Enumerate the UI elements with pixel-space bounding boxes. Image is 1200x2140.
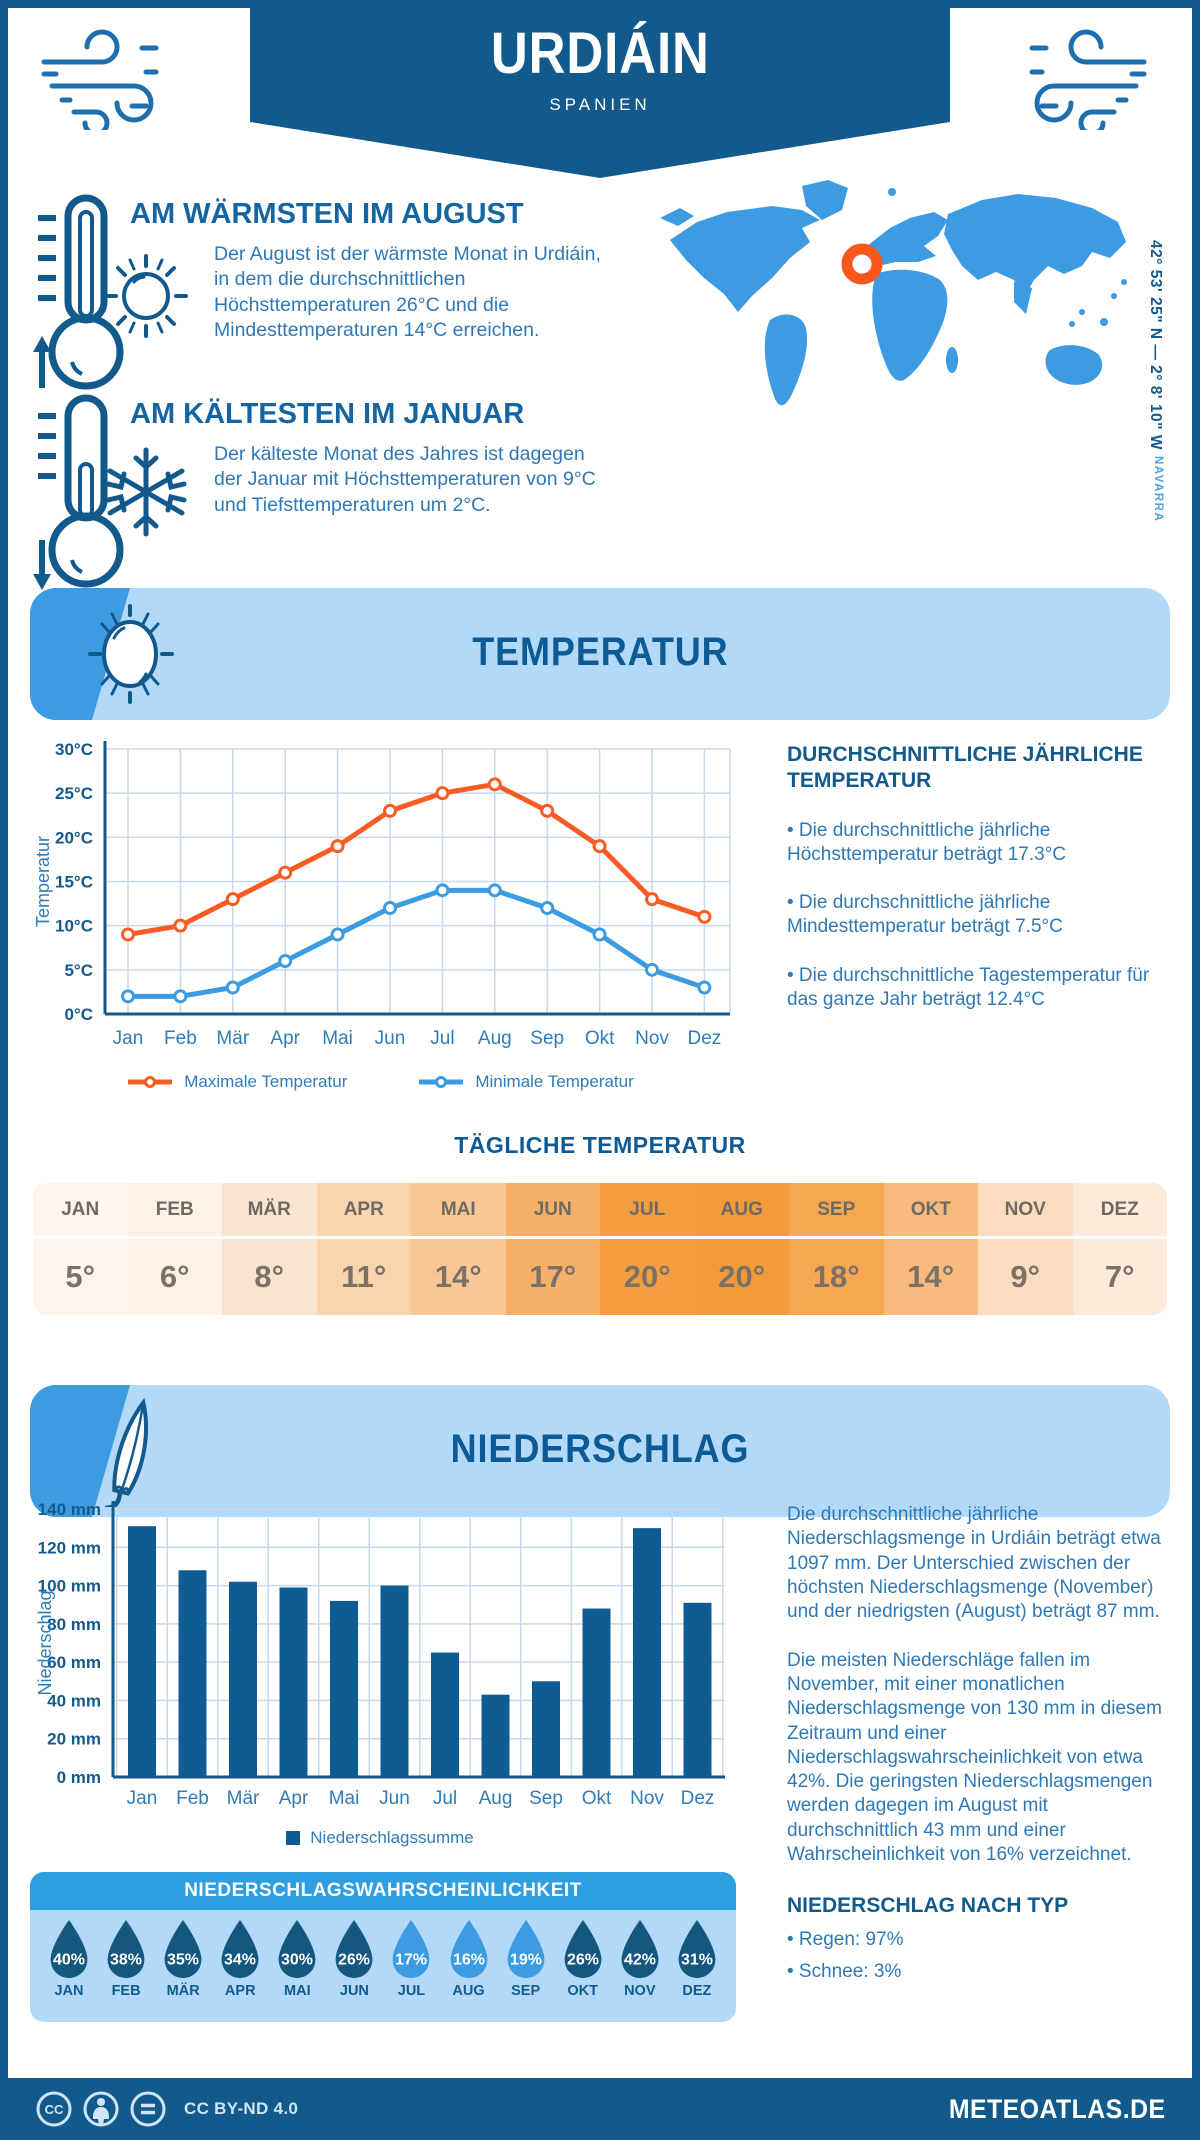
bar-Aug — [482, 1695, 510, 1777]
wind-icon — [1018, 22, 1150, 130]
daily-temperature-table — [33, 1183, 1167, 1315]
temperature-value: 11° — [341, 1259, 387, 1294]
coordinates-text: 42° 53' 25" N — 2° 8' 10" W — [1147, 240, 1164, 450]
page-title: URDIÁIN — [490, 21, 710, 86]
svg-text:Sep: Sep — [529, 1788, 563, 1809]
droplet-SEP — [501, 1918, 551, 1999]
daily-temp-column-NOV — [978, 1183, 1073, 1315]
bar-Jan — [128, 1526, 156, 1777]
svg-text:140 mm: 140 mm — [37, 1500, 101, 1519]
month-label: JAN — [33, 1183, 128, 1239]
svg-text:40%: 40% — [53, 1951, 85, 1969]
droplet-icon — [273, 1918, 321, 1980]
svg-text:Sep: Sep — [530, 1028, 565, 1049]
daily-temp-column-SEP — [789, 1183, 884, 1315]
droplet-icon — [330, 1918, 378, 1980]
warm-title: AM WÄRMSTEN IM AUGUST — [130, 198, 524, 230]
y-axis-title: Niederschlag — [35, 1590, 55, 1696]
month-label: MÄR — [222, 1183, 317, 1239]
svg-text:19%: 19% — [509, 1951, 542, 1969]
precipitation-paragraph: Die meisten Niederschläge fallen im November, mit einer monatlichen Niederschlagsmenge von 130 mm in diesem Zeitraum und einer Niederschlagswahrscheinlichkeit von etwa 42%. Die geringsten Niederschlagsmengen werden dagegen im August mit durchschnittlich 43 mm und einer Wahrscheinlichkeit von 16% verzeichnet. — [787, 1649, 1162, 1866]
droplet-MAI — [272, 1918, 322, 1999]
wind-icon — [38, 22, 170, 130]
license-label: CC BY-ND 4.0 — [184, 2099, 299, 2118]
temperature-stat-item: • Die durchschnittliche Tagestemperatur für das ganze Jahr beträgt 12.4°C — [787, 964, 1150, 1011]
bar-Nov — [633, 1528, 661, 1777]
svg-text:120 mm: 120 mm — [37, 1538, 101, 1558]
droplet-month: JUL — [397, 1983, 426, 1999]
temperature-value: 14° — [434, 1259, 482, 1294]
temperature-value: 20° — [718, 1259, 766, 1294]
month-label: JUL — [600, 1183, 695, 1239]
temperature-stats — [787, 742, 1162, 1012]
svg-text:Nov: Nov — [635, 1028, 669, 1049]
temperature-value: 7° — [1104, 1259, 1135, 1294]
droplet-NOV — [615, 1918, 665, 1999]
svg-text:16%: 16% — [452, 1951, 485, 1969]
svg-text:80 mm: 80 mm — [47, 1614, 101, 1634]
temperature-value: 6° — [159, 1259, 190, 1294]
svg-text:Okt: Okt — [581, 1788, 612, 1809]
svg-text:60 mm: 60 mm — [47, 1653, 101, 1673]
bar-Sep — [532, 1681, 560, 1777]
month-label: OKT — [884, 1183, 979, 1239]
map-marker — [847, 249, 877, 279]
svg-text:26%: 26% — [566, 1951, 599, 1969]
svg-text:20°C: 20°C — [55, 828, 93, 848]
sun-banner-icon — [78, 600, 184, 708]
droplet-icon — [387, 1918, 435, 1980]
droplet-OKT — [558, 1918, 608, 1999]
series-Minimale Temperatur — [123, 885, 710, 1002]
svg-text:10°C: 10°C — [55, 916, 93, 936]
svg-text:30%: 30% — [281, 1951, 314, 1969]
svg-text:0°C: 0°C — [64, 1005, 93, 1024]
svg-text:Jan: Jan — [126, 1788, 158, 1809]
precipitation-type-item: • Regen: 97% — [787, 1928, 904, 1950]
cold-text: Der kälteste Monat des Jahres ist dagegen der Januar mit Höchsttemperaturen von 9°C und Tiefsttemperaturen um 2°C. — [214, 443, 596, 516]
bar-Jun — [381, 1586, 409, 1777]
droplet-icon — [445, 1918, 493, 1980]
probability-droplets — [30, 1910, 736, 1999]
daily-temperature-title: TÄGLICHE TEMPERATUR — [454, 1132, 746, 1158]
site-name: METEOATLAS.DE — [948, 2093, 1165, 2124]
svg-text:5°C: 5°C — [64, 960, 93, 980]
footer — [0, 2078, 1200, 2140]
droplet-icon — [216, 1918, 264, 1980]
daily-temp-column-OKT — [884, 1183, 979, 1315]
svg-text:40 mm: 40 mm — [47, 1691, 101, 1711]
month-label: APR — [317, 1183, 412, 1239]
svg-text:15°C: 15°C — [55, 872, 93, 892]
frame-left — [0, 0, 8, 2140]
month-label: DEZ — [1073, 1183, 1168, 1239]
cc-icon — [35, 2090, 73, 2128]
svg-text:30°C: 30°C — [55, 740, 93, 759]
sun-icon — [100, 250, 192, 342]
svg-text:38%: 38% — [110, 1951, 143, 1969]
temperature-stat-item: • Die durchschnittliche jährliche Höchsttemperatur beträgt 17.3°C — [787, 819, 1067, 865]
bar-Jul — [431, 1653, 459, 1777]
region-text: NAVARRA — [1152, 455, 1164, 523]
droplet-month: AUG — [452, 1983, 485, 1999]
precipitation-chart-legend — [30, 1828, 730, 1848]
month-label: JUN — [506, 1183, 601, 1239]
svg-text:Nov: Nov — [630, 1788, 664, 1809]
droplet-month: JAN — [54, 1983, 84, 1999]
svg-text:Jul: Jul — [430, 1028, 455, 1049]
temperature-stat-item: • Die durchschnittliche jährliche Mindesttemperatur beträgt 7.5°C — [787, 892, 1063, 938]
header-banner — [250, 0, 950, 178]
svg-text:Mär: Mär — [216, 1028, 250, 1049]
temperature-value: 18° — [812, 1259, 860, 1294]
daily-temp-column-JAN — [33, 1183, 128, 1315]
droplet-JAN — [44, 1918, 94, 1999]
svg-text:Mai: Mai — [328, 1788, 360, 1809]
droplet-month: SEP — [511, 1983, 541, 1999]
droplet-month: MAI — [284, 1983, 311, 1999]
license-icons — [35, 2090, 298, 2128]
droplet-month: NOV — [624, 1983, 656, 1999]
svg-text:31%: 31% — [680, 1951, 713, 1969]
droplet-icon — [673, 1918, 721, 1980]
svg-text:Feb: Feb — [176, 1788, 209, 1809]
droplet-JUL — [386, 1918, 436, 1999]
temperature-value: 20° — [623, 1259, 671, 1294]
legend-item: Maximale Temperatur — [126, 1072, 347, 1092]
legend-item: Minimale Temperatur — [417, 1072, 633, 1092]
month-label: NOV — [978, 1183, 1073, 1239]
droplet-month: FEB — [111, 1983, 141, 1999]
svg-text:35%: 35% — [167, 1951, 200, 1969]
daily-temp-column-FEB — [128, 1183, 223, 1315]
temperature-line-chart — [25, 733, 745, 1063]
daily-temp-column-APR — [317, 1183, 412, 1315]
droplet-icon — [616, 1918, 664, 1980]
bar-Mär — [229, 1582, 257, 1777]
svg-text:Dez: Dez — [687, 1028, 722, 1049]
svg-text:42%: 42% — [623, 1951, 656, 1969]
svg-text:Jun: Jun — [379, 1788, 410, 1809]
daily-temp-column-JUL — [600, 1183, 695, 1315]
droplet-month: MÄR — [166, 1983, 200, 1999]
cold-title: AM KÄLTESTEN IM JANUAR — [130, 398, 525, 430]
probability-title: NIEDERSCHLAGSWAHRSCHEINLICHKEIT — [30, 1872, 736, 1910]
precipitation-type-heading: NIEDERSCHLAG NACH TYP — [787, 1894, 1069, 1918]
droplet-MÄR — [158, 1918, 208, 1999]
month-label: MAI — [411, 1183, 506, 1239]
precipitation-type-item: • Schnee: 3% — [787, 1960, 902, 1982]
svg-text:CC: CC — [44, 2102, 64, 2117]
svg-text:Aug: Aug — [478, 1788, 513, 1809]
daily-temp-column-DEZ — [1073, 1183, 1168, 1315]
daily-temp-column-AUG — [695, 1183, 790, 1315]
droplet-icon — [502, 1918, 550, 1980]
svg-text:Jun: Jun — [374, 1028, 406, 1049]
droplet-month: OKT — [567, 1983, 598, 1999]
month-label: SEP — [789, 1183, 884, 1239]
temperature-chart-legend — [30, 1072, 730, 1092]
droplet-APR — [215, 1918, 265, 1999]
droplet-month: JUN — [339, 1983, 369, 1999]
temperature-value: 14° — [907, 1259, 955, 1294]
svg-text:Jul: Jul — [432, 1788, 458, 1809]
precipitation-paragraph: Die durchschnittliche jährliche Niederschlagsmenge in Urdiáin beträgt etwa 1097 mm. Der Unterschied zwischen der höchsten Niederschlagsmenge (November) und der niedrigsten (August) beträgt 87 mm. — [787, 1504, 1161, 1623]
bar-Apr — [280, 1587, 308, 1777]
world-map — [652, 162, 1142, 425]
bar-Feb — [179, 1570, 207, 1777]
precipitation-bar-chart — [25, 1493, 745, 1823]
droplet-month: DEZ — [682, 1983, 712, 1999]
svg-text:Apr: Apr — [270, 1028, 300, 1049]
droplet-icon — [559, 1918, 607, 1980]
svg-text:Apr: Apr — [278, 1788, 309, 1809]
nd-icon — [129, 2090, 167, 2128]
y-axis-title: Temperatur — [33, 835, 53, 928]
temperature-banner-title: TEMPERATUR — [471, 630, 729, 674]
svg-text:0 mm: 0 mm — [56, 1768, 101, 1787]
umbrella-icon — [78, 1397, 184, 1507]
temperature-value: 17° — [529, 1259, 577, 1294]
svg-text:Okt: Okt — [584, 1028, 615, 1049]
droplet-icon — [102, 1918, 150, 1980]
svg-text:Mär: Mär — [226, 1788, 260, 1809]
daily-temp-column-MAI — [411, 1183, 506, 1315]
svg-text:Mai: Mai — [322, 1028, 353, 1049]
temperature-value: 5° — [65, 1259, 96, 1294]
svg-text:Aug: Aug — [477, 1028, 512, 1049]
droplet-AUG — [444, 1918, 494, 1999]
svg-text:Feb: Feb — [164, 1028, 197, 1049]
legend-item: Niederschlagssumme — [286, 1828, 473, 1848]
bar-Okt — [583, 1609, 611, 1777]
bar-Dez — [684, 1603, 712, 1777]
svg-text:17%: 17% — [395, 1951, 428, 1969]
svg-text:25°C: 25°C — [55, 784, 93, 804]
precipitation-stats — [787, 1503, 1162, 1984]
temperature-value: 9° — [1010, 1259, 1041, 1294]
svg-text:26%: 26% — [338, 1951, 371, 1969]
warm-text: Der August ist der wärmste Monat in Urdiáin, in dem die durchschnittlichen Höchsttemperaturen 26°C und die Mindesttemperaturen 14°C erreichen. — [214, 243, 601, 342]
precipitation-probability-box — [30, 1872, 736, 2022]
month-label: FEB — [128, 1183, 223, 1239]
droplet-JUN — [329, 1918, 379, 1999]
droplet-icon — [45, 1918, 93, 1980]
droplet-DEZ — [672, 1918, 722, 1999]
bar-Mai — [330, 1601, 358, 1777]
svg-text:Dez: Dez — [680, 1788, 715, 1809]
month-label: AUG — [695, 1183, 790, 1239]
daily-temp-column-JUN — [506, 1183, 601, 1315]
map-coordinates — [1146, 240, 1164, 600]
precipitation-banner-title: NIEDERSCHLAG — [450, 1427, 750, 1471]
droplet-FEB — [101, 1918, 151, 1999]
droplet-icon — [159, 1918, 207, 1980]
svg-text:34%: 34% — [224, 1951, 257, 1969]
page-subtitle: SPANIEN — [549, 95, 651, 114]
snowflake-icon — [98, 444, 194, 540]
svg-text:100 mm: 100 mm — [37, 1576, 101, 1596]
daily-temp-column-MÄR — [222, 1183, 317, 1315]
attribution-icon — [82, 2090, 120, 2128]
droplet-month: APR — [224, 1983, 256, 1999]
svg-text:Jan: Jan — [112, 1028, 144, 1049]
series-Maximale Temperatur — [123, 779, 710, 940]
svg-text:20 mm: 20 mm — [47, 1729, 101, 1749]
temperature-value: 8° — [254, 1259, 285, 1294]
temperature-banner — [30, 588, 1170, 720]
temperature-stats-heading: DURCHSCHNITTLICHE JÄHRLICHE TEMPERATUR — [787, 743, 1143, 793]
frame-right — [1192, 0, 1200, 2140]
